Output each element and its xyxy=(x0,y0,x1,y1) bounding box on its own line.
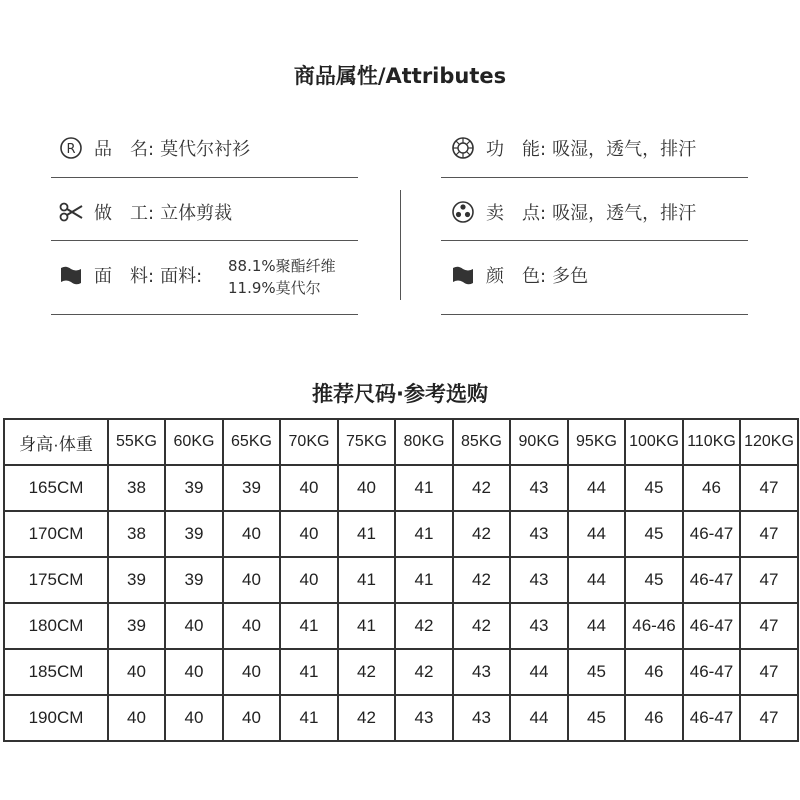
weight-header-cell: 60KG xyxy=(165,419,223,465)
weight-header-cell: 80KG xyxy=(395,419,453,465)
attr-label: 颜 色: xyxy=(486,266,547,287)
size-cell: 40 xyxy=(165,603,223,649)
size-cell: 45 xyxy=(625,465,683,511)
function-icon xyxy=(450,135,476,161)
attr-function xyxy=(450,135,696,161)
size-cell: 43 xyxy=(453,649,510,695)
size-cell: 39 xyxy=(165,465,223,511)
attr-label: 功 能: xyxy=(486,139,547,160)
size-cell: 40 xyxy=(108,695,165,741)
size-cell: 40 xyxy=(280,511,338,557)
weight-header-cell: 75KG xyxy=(338,419,395,465)
size-title: 推荐尺码·参考选购 xyxy=(312,382,488,406)
size-cell: 47 xyxy=(740,511,798,557)
column-divider xyxy=(400,190,401,300)
attr-value: 多色 xyxy=(552,266,589,287)
size-cell: 43 xyxy=(510,511,568,557)
attr-value: 莫代尔衬衫 xyxy=(160,139,251,160)
attr-label: 面 料: xyxy=(94,266,155,287)
size-cell: 46-47 xyxy=(683,649,740,695)
size-cell: 41 xyxy=(338,603,395,649)
flag-icon xyxy=(450,262,476,288)
attributes-title: 商品属性/Attributes xyxy=(293,64,507,88)
height-cell: 165CM xyxy=(4,465,108,511)
attr-label: 品 名: xyxy=(94,139,155,160)
size-cell: 39 xyxy=(108,603,165,649)
size-cell: 41 xyxy=(395,465,453,511)
weight-header-cell: 100KG xyxy=(625,419,683,465)
attr-label: 卖 点: xyxy=(486,203,547,224)
height-cell: 185CM xyxy=(4,649,108,695)
size-cell: 41 xyxy=(338,511,395,557)
size-corner-cell: 身高·体重 xyxy=(4,419,108,465)
divider xyxy=(441,177,748,178)
size-header-row xyxy=(4,419,798,465)
size-cell: 40 xyxy=(108,649,165,695)
size-cell: 45 xyxy=(625,557,683,603)
fabric-line: 11.9%莫代尔 xyxy=(228,279,321,297)
size-cell: 39 xyxy=(108,557,165,603)
divider xyxy=(441,314,748,315)
size-cell: 42 xyxy=(338,695,395,741)
table-row xyxy=(4,557,798,603)
attr-value: 吸湿，透气，排汗 xyxy=(552,203,697,224)
attr-value: 面料: xyxy=(160,266,203,287)
height-cell: 190CM xyxy=(4,695,108,741)
size-cell: 40 xyxy=(165,649,223,695)
height-cell: 180CM xyxy=(4,603,108,649)
attr-color xyxy=(450,262,588,288)
size-cell: 43 xyxy=(510,603,568,649)
size-cell: 44 xyxy=(568,557,625,603)
weight-header-cell: 90KG xyxy=(510,419,568,465)
weight-header-cell: 70KG xyxy=(280,419,338,465)
size-cell: 40 xyxy=(223,603,280,649)
size-cell: 45 xyxy=(625,511,683,557)
size-cell: 39 xyxy=(223,465,280,511)
size-cell: 41 xyxy=(280,695,338,741)
size-cell: 43 xyxy=(510,465,568,511)
size-cell: 46-47 xyxy=(683,695,740,741)
registered-icon xyxy=(58,135,84,161)
size-cell: 46 xyxy=(625,695,683,741)
attr-value: 立体剪裁 xyxy=(160,203,233,224)
table-row xyxy=(4,465,798,511)
size-cell: 46-46 xyxy=(625,603,683,649)
size-cell: 46 xyxy=(625,649,683,695)
size-cell: 44 xyxy=(510,649,568,695)
attr-value: 吸湿，透气，排汗 xyxy=(552,139,697,160)
size-cell: 44 xyxy=(568,511,625,557)
size-cell: 47 xyxy=(740,649,798,695)
size-cell: 42 xyxy=(453,511,510,557)
size-cell: 47 xyxy=(740,465,798,511)
fabric-line: 88.1%聚酯纤维 xyxy=(228,257,336,275)
height-cell: 170CM xyxy=(4,511,108,557)
size-cell: 47 xyxy=(740,603,798,649)
size-cell: 38 xyxy=(108,465,165,511)
size-cell: 38 xyxy=(108,511,165,557)
size-cell: 40 xyxy=(165,695,223,741)
divider xyxy=(441,240,748,241)
size-cell: 44 xyxy=(510,695,568,741)
size-cell: 40 xyxy=(280,557,338,603)
size-cell: 41 xyxy=(338,557,395,603)
weight-header-cell: 110KG xyxy=(683,419,740,465)
size-cell: 45 xyxy=(568,695,625,741)
size-cell: 41 xyxy=(280,603,338,649)
size-cell: 46-47 xyxy=(683,557,740,603)
scissors-icon xyxy=(58,199,84,225)
size-cell: 42 xyxy=(395,649,453,695)
size-cell: 42 xyxy=(453,557,510,603)
weight-header-cell: 95KG xyxy=(568,419,625,465)
divider xyxy=(51,314,358,315)
weight-header-cell: 55KG xyxy=(108,419,165,465)
size-cell: 40 xyxy=(223,557,280,603)
size-cell: 46-47 xyxy=(683,603,740,649)
height-cell: 175CM xyxy=(4,557,108,603)
size-cell: 39 xyxy=(165,557,223,603)
table-row xyxy=(4,603,798,649)
table-row xyxy=(4,695,798,741)
attr-product-name xyxy=(58,135,250,161)
size-cell: 45 xyxy=(568,649,625,695)
size-cell: 43 xyxy=(395,695,453,741)
attr-workmanship xyxy=(58,199,232,225)
size-table xyxy=(3,418,799,742)
weight-header-cell: 85KG xyxy=(453,419,510,465)
divider xyxy=(51,177,358,178)
size-cell: 42 xyxy=(453,465,510,511)
size-cell: 43 xyxy=(510,557,568,603)
divider xyxy=(51,240,358,241)
size-cell: 39 xyxy=(165,511,223,557)
size-cell: 42 xyxy=(338,649,395,695)
attr-selling-point xyxy=(450,199,696,225)
table-row xyxy=(4,511,798,557)
size-cell: 40 xyxy=(223,649,280,695)
size-cell: 46-47 xyxy=(683,511,740,557)
weight-header-cell: 65KG xyxy=(223,419,280,465)
size-cell: 40 xyxy=(223,511,280,557)
size-cell: 41 xyxy=(395,557,453,603)
svg-text:R: R xyxy=(66,142,76,157)
size-cell: 41 xyxy=(395,511,453,557)
size-cell: 40 xyxy=(280,465,338,511)
size-cell: 42 xyxy=(395,603,453,649)
attr-fabric xyxy=(58,262,202,288)
size-cell: 46 xyxy=(683,465,740,511)
table-row xyxy=(4,649,798,695)
size-cell: 44 xyxy=(568,465,625,511)
size-cell: 40 xyxy=(338,465,395,511)
size-cell: 40 xyxy=(223,695,280,741)
weight-header-cell: 120KG xyxy=(740,419,798,465)
size-cell: 47 xyxy=(740,557,798,603)
size-cell: 41 xyxy=(280,649,338,695)
size-cell: 44 xyxy=(568,603,625,649)
selling-point-icon xyxy=(450,199,476,225)
flag-icon xyxy=(58,262,84,288)
fabric-composition xyxy=(228,255,336,299)
attr-label: 做 工: xyxy=(94,203,155,224)
size-cell: 47 xyxy=(740,695,798,741)
size-cell: 42 xyxy=(453,603,510,649)
size-cell: 43 xyxy=(453,695,510,741)
